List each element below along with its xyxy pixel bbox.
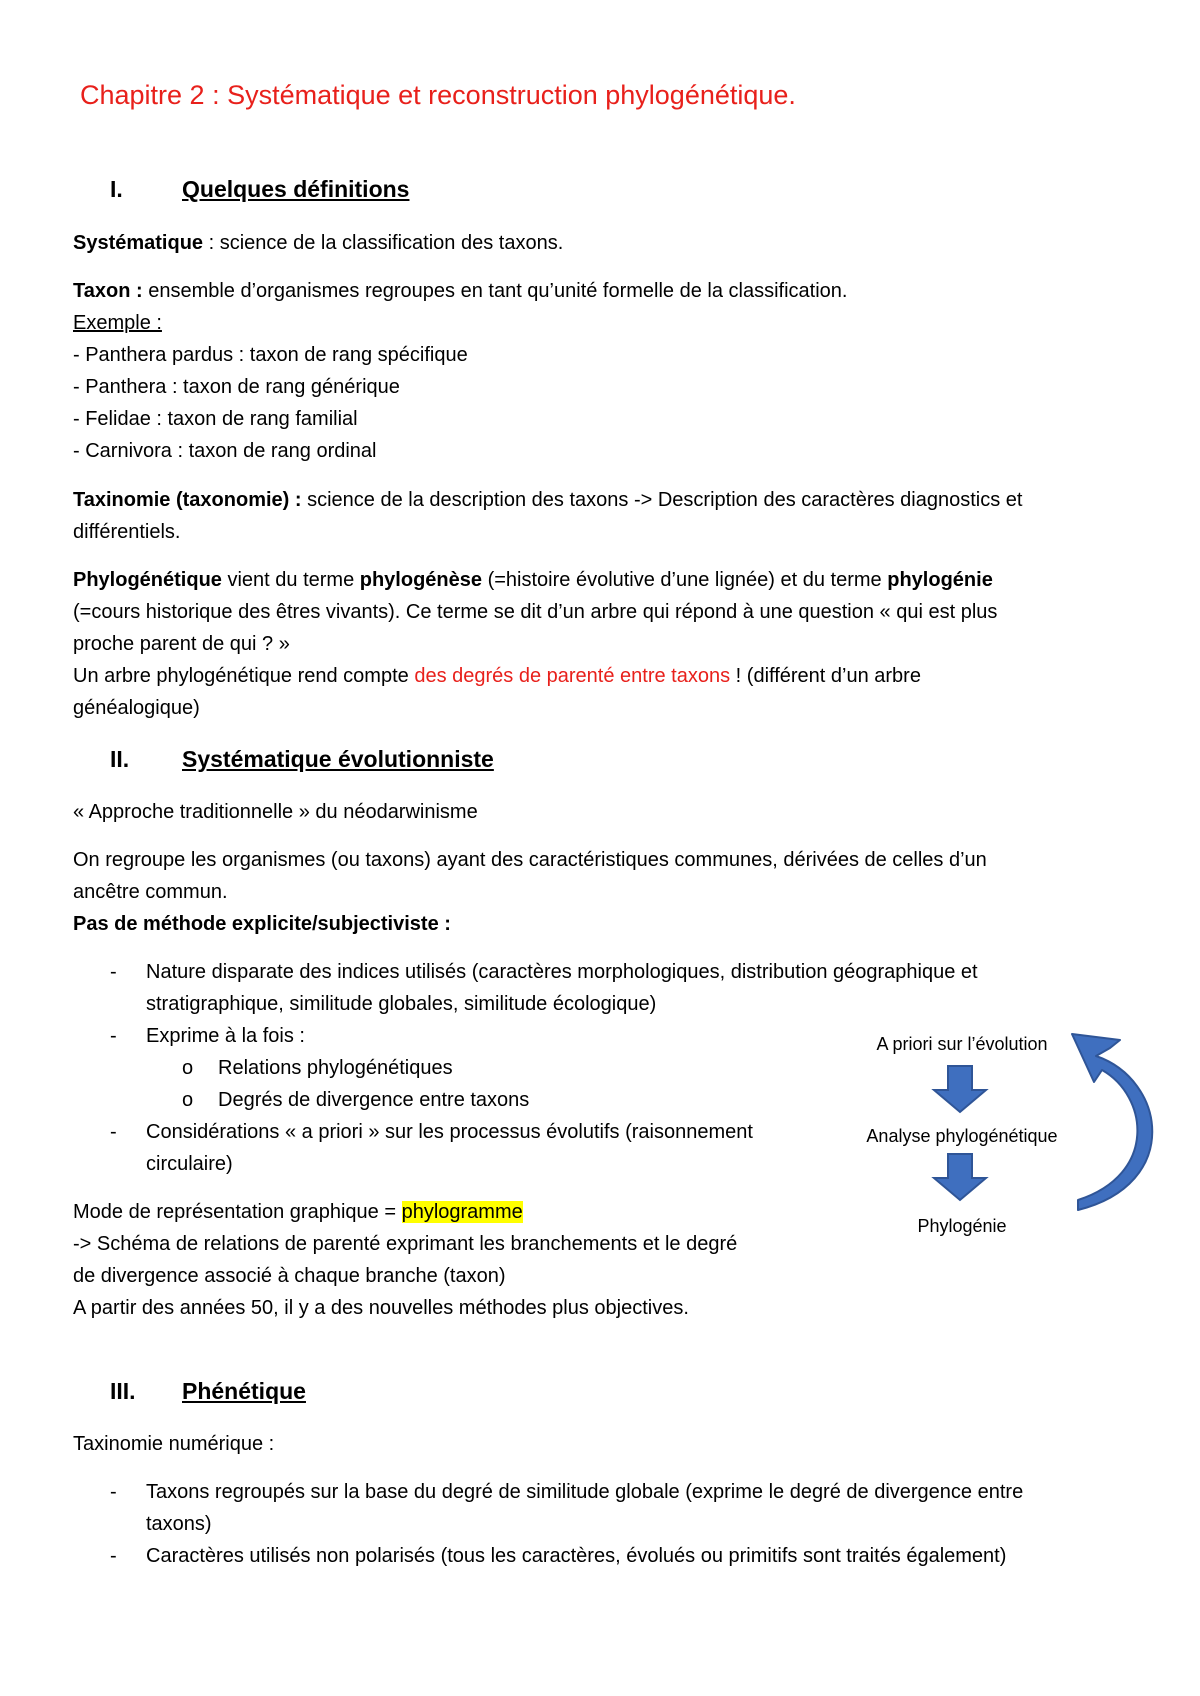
bullet-item bbox=[110, 956, 978, 988]
bullet-text: Taxons regroupés sur la base du degré de similitude globale (exprime le degré de divergence entre bbox=[146, 1481, 1024, 1503]
method-label-text: Pas de méthode explicite/subjectiviste : bbox=[73, 913, 451, 935]
method-label bbox=[73, 908, 451, 940]
bullet-dash: - bbox=[110, 1025, 117, 1047]
definition: ensemble d’organismes regroupes en tant qu’unité formelle de la classification. bbox=[142, 280, 848, 302]
bullet-text: Exprime à la fois : bbox=[146, 1025, 305, 1047]
intro-text: Taxinomie numérique : bbox=[73, 1433, 275, 1455]
bullet-text: Nature disparate des indices utilisés (caractères morphologiques, distribution géographique et bbox=[146, 961, 978, 983]
bullet-text: Relations phylogénétiques bbox=[218, 1057, 453, 1079]
emphasis-red: des degrés de parenté entre taxons bbox=[414, 665, 731, 687]
text: Un arbre phylogénétique rend compte bbox=[73, 665, 415, 687]
page-title: Chapitre 2 : Systématique et reconstruction phylogénétique. bbox=[80, 80, 796, 110]
section-number: III. bbox=[110, 1378, 136, 1404]
text: vient du terme bbox=[221, 569, 360, 591]
bullet-item bbox=[110, 1540, 1006, 1572]
bullet-text-cont: stratigraphique, similitude globales, similitude écologique) bbox=[146, 993, 657, 1015]
diagram-step-3: Phylogénie bbox=[917, 1216, 1007, 1236]
example-label: Exemple : bbox=[73, 312, 162, 334]
example-item: - Panthera : taxon de rang générique bbox=[73, 376, 400, 398]
term: phylogénèse bbox=[359, 569, 483, 591]
term: phylogénie bbox=[887, 569, 993, 591]
down-arrow-icon bbox=[930, 1064, 990, 1114]
bullet-item bbox=[110, 1476, 1023, 1508]
example-item: - Felidae : taxon de rang familial bbox=[73, 408, 358, 430]
bullet-circle: o bbox=[182, 1057, 194, 1079]
def-taxinomie bbox=[73, 484, 1022, 516]
down-arrow-icon bbox=[930, 1152, 990, 1202]
bullet-dash: - bbox=[110, 1481, 117, 1503]
term: Systématique bbox=[73, 232, 204, 254]
section-title: Quelques définitions bbox=[182, 176, 410, 202]
bullet-text: Considérations « a priori » sur les processus évolutifs (raisonnement bbox=[146, 1121, 753, 1143]
definition: : science de la classification des taxons. bbox=[203, 232, 564, 254]
highlighted-term: phylogramme bbox=[401, 1201, 523, 1223]
bullet-text-cont: taxons) bbox=[146, 1513, 212, 1535]
section-heading-2 bbox=[110, 746, 494, 773]
term: Taxon : bbox=[73, 280, 143, 302]
arbre-line bbox=[73, 660, 921, 692]
annees-line: A partir des années 50, il y a des nouvelles méthodes plus objectives. bbox=[73, 1297, 689, 1319]
definition: science de la description des taxons -> Description des caractères diagnostics et bbox=[301, 489, 1023, 511]
arbre-line-2: généalogique) bbox=[73, 697, 200, 719]
bullet-dash: - bbox=[110, 1545, 117, 1567]
section-title: Phénétique bbox=[182, 1378, 306, 1404]
section-title: Systématique évolutionniste bbox=[182, 746, 494, 772]
term: Taxinomie (taxonomie) : bbox=[73, 489, 302, 511]
sub-bullet-item bbox=[182, 1052, 453, 1084]
example-item: - Panthera pardus : taxon de rang spécifique bbox=[73, 344, 468, 366]
curved-return-arrow-icon bbox=[1070, 1022, 1174, 1220]
example-item: - Carnivora : taxon de rang ordinal bbox=[73, 440, 377, 462]
text: ! (différent d’un arbre bbox=[730, 665, 921, 687]
sub-bullet-item bbox=[182, 1084, 529, 1116]
bullet-circle: o bbox=[182, 1089, 194, 1111]
phylo-line-2: (=cours historique des êtres vivants). Ce terme se dit d’un arbre qui répond à une question « qui est plus bbox=[73, 601, 998, 623]
bullet-item bbox=[110, 1116, 753, 1148]
section-number: I. bbox=[110, 176, 123, 202]
text: Mode de représentation graphique = bbox=[73, 1201, 402, 1223]
text: (=histoire évolutive d’une lignée) et du terme bbox=[482, 569, 888, 591]
phylo-line-3: proche parent de qui ? » bbox=[73, 633, 290, 655]
diagram-step-2: Analyse phylogénétique bbox=[866, 1126, 1058, 1146]
mode-line bbox=[73, 1196, 523, 1228]
bullet-dash: - bbox=[110, 961, 117, 983]
schema-line-2: de divergence associé à chaque branche (taxon) bbox=[73, 1265, 506, 1287]
regroupe-line-2: ancêtre commun. bbox=[73, 881, 228, 903]
def-taxon bbox=[73, 275, 847, 307]
bullet-item bbox=[110, 1020, 305, 1052]
bullet-dash: - bbox=[110, 1121, 117, 1143]
def-taxinomie-cont: différentiels. bbox=[73, 521, 181, 543]
diagram-step-1: A priori sur l’évolution bbox=[876, 1034, 1048, 1054]
schema-line-1: -> Schéma de relations de parenté exprimant les branchements et le degré bbox=[73, 1233, 738, 1255]
def-systematique bbox=[73, 227, 563, 259]
bullet-text: Caractères utilisés non polarisés (tous les caractères, évolués ou primitifs sont traités également) bbox=[146, 1545, 1007, 1567]
bullet-text: Degrés de divergence entre taxons bbox=[218, 1089, 530, 1111]
section-number: II. bbox=[110, 746, 130, 772]
section-heading-3 bbox=[110, 1378, 306, 1405]
bullet-text-cont: circulaire) bbox=[146, 1153, 233, 1175]
term: Phylogénétique bbox=[73, 569, 222, 591]
regroupe-line-1: On regroupe les organismes (ou taxons) ayant des caractéristiques communes, dérivées de celles d’un bbox=[73, 849, 987, 871]
section-heading-1 bbox=[110, 176, 409, 203]
approach-text: « Approche traditionnelle » du néodarwinisme bbox=[73, 801, 478, 823]
def-phylogenetique bbox=[73, 564, 993, 596]
